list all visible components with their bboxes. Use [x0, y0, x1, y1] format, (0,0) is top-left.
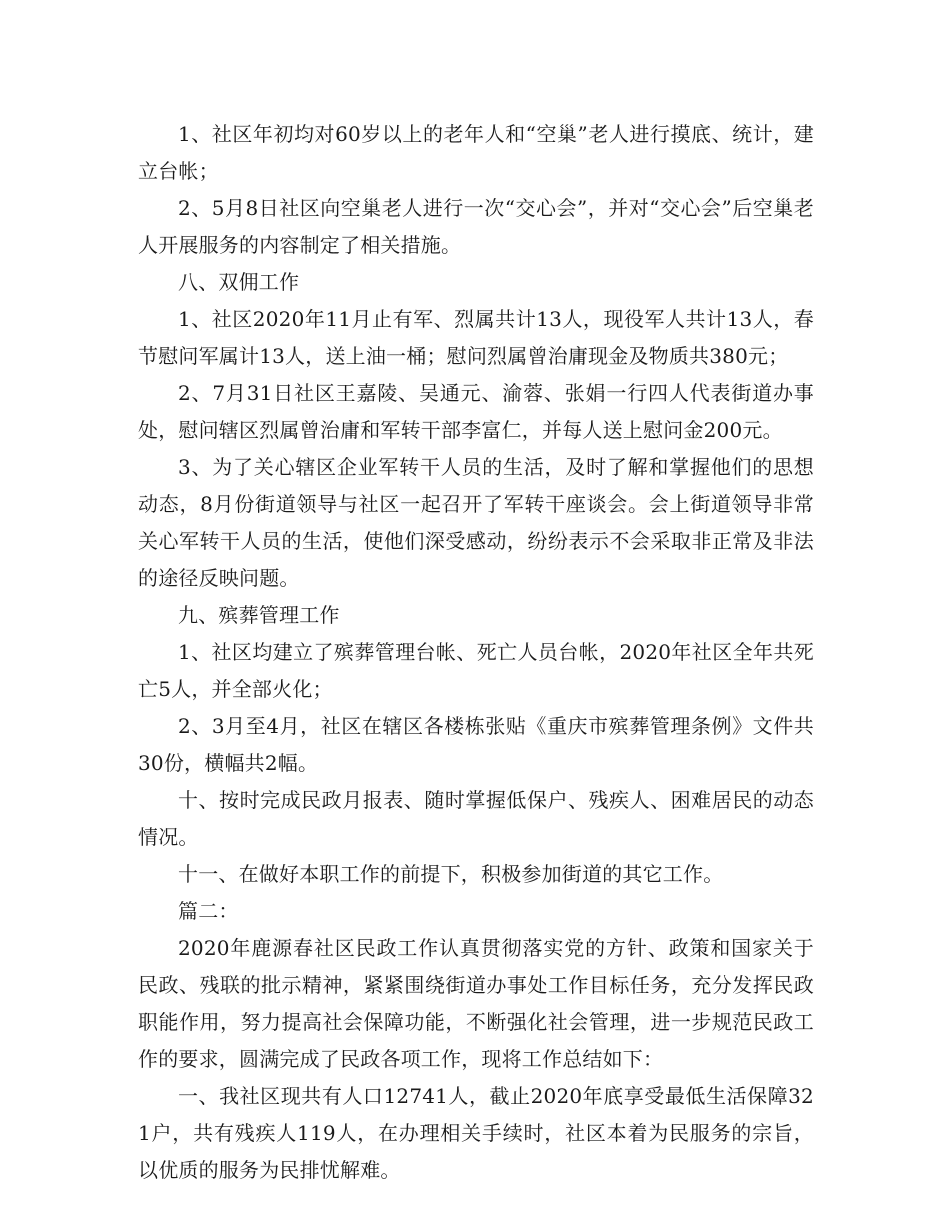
paragraph-condolence-visit: 2、7月31日社区王嘉陵、吴通元、渝蓉、张娟一行四人代表街道办事处，慰问辖区烈属曾治庸和军转干部李富仁，并每人送上慰问金200元。 — [138, 381, 814, 442]
paragraph-monthly-reports: 十、按时完成民政月报表、随时掌握低保户、残疾人、困难居民的动态情况。 — [138, 788, 814, 849]
paragraph-other-work: 十一、在做好本职工作的前提下，积极参加街道的其它工作。 — [178, 862, 724, 886]
paragraph-elderly-survey: 1、社区年初均对60岁以上的老年人和“空巢”老人进行摸底、统计，建立台帐； — [138, 122, 814, 183]
section-heading-funeral-management: 九、殡葬管理工作 — [178, 603, 340, 627]
section-heading-part-two: 篇二： — [178, 899, 239, 923]
paragraph-military-families: 1、社区2020年11月止有军、烈属共计13人，现役军人共计13人，春节慰问军属计13人，送上油一桶；慰问烈属曾治庸现金及物质共380元； — [138, 307, 814, 368]
document-body — [138, 116, 814, 1189]
paragraph-funeral-regulations: 2、3月至4月，社区在辖区各楼栋张贴《重庆市殡葬管理条例》文件共30份，横幅共2幅。 — [138, 714, 814, 775]
paragraph-population-stats: 一、我社区现共有人口12741人，截止2020年底享受最低生活保障321户，共有残疾人119人，在办理相关手续时，社区本着为民服务的宗旨，以优质的服务为民排忧解难。 — [138, 1084, 814, 1182]
paragraph-funeral-ledger: 1、社区均建立了殡葬管理台帐、死亡人员台帐，2020年社区全年共死亡5人，并全部火化； — [138, 640, 814, 701]
paragraph-veteran-forum: 3、为了关心辖区企业军转干人员的生活，及时了解和掌握他们的思想动态，8月份街道领导与社区一起召开了军转干座谈会。会上街道领导非常关心军转干人员的生活，使他们深受感动，纷纷表示不会采取非正常及非法的途径反映问题。 — [138, 455, 814, 590]
section-heading-military-support: 八、双佣工作 — [178, 270, 300, 294]
paragraph-heart-talk-meeting: 2、5月8日社区向空巢老人进行一次“交心会”，并对“交心会”后空巢老人开展服务的内容制定了相关措施。 — [138, 196, 814, 257]
paragraph-summary-intro: 2020年鹿源春社区民政工作认真贯彻落实党的方针、政策和国家关于民政、残联的批示精神，紧紧围绕街道办事处工作目标任务，充分发挥民政职能作用，努力提高社会保障功能，不断强化社会管理，进一步规范民政工作的要求，圆满完成了民政各项工作，现将工作总结如下： — [138, 936, 814, 1071]
